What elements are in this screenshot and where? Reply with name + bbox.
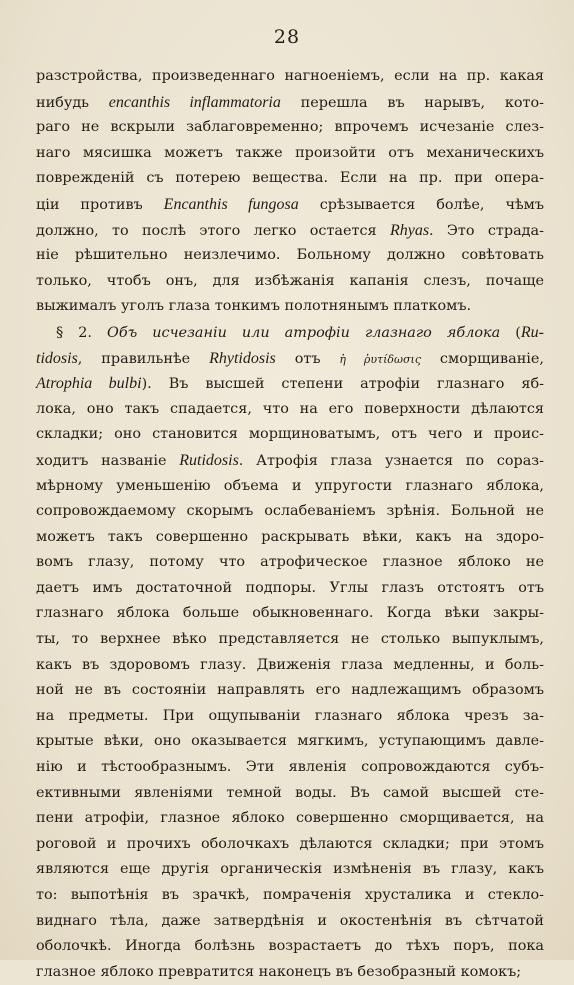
latin-term: Atrophia bulbi xyxy=(36,375,142,393)
text-line xyxy=(36,64,544,90)
text-segment: оболочкѣ. Иногда болѣзнь возрастаетъ до тѣхъ поръ, пока xyxy=(36,938,544,955)
text-line xyxy=(36,397,544,423)
latin-term: Rhytidosis xyxy=(209,349,276,367)
text-line xyxy=(36,627,544,653)
text-segment: , правильнѣе xyxy=(77,350,210,367)
text-line xyxy=(36,218,544,244)
text-segment: пени атрофiи, глазное яблоко совершенно сморщивается, на xyxy=(36,810,544,827)
text-segment: глазнаго яблока больше обыкновеннаго. Когда вѣки закры- xyxy=(36,605,544,622)
text-segment: сморщиванiе, xyxy=(421,350,545,367)
text-segment: ной не въ состоянiи направлять его надлежащимъ образомъ xyxy=(36,682,544,699)
text-segment: ходитъ названiе xyxy=(36,452,180,469)
text-line xyxy=(36,883,544,909)
text-segment: отъ xyxy=(275,350,340,367)
latin-term: Ru- xyxy=(520,323,544,341)
text-segment: поврежденiй съ потерею вещества. Если на пр. при опера- xyxy=(36,170,544,187)
text-segment: нiе рѣшительно неизлечимо. Больному должно совѣтовать xyxy=(36,247,544,264)
body-text xyxy=(36,64,544,985)
text-line xyxy=(36,934,544,960)
text-segment: выжималъ уголъ глаза тонкимъ полотнянымъ платкомъ. xyxy=(36,298,472,315)
text-segment: на предметы. При ощупыванiи глазнаго яблока чрезъ за- xyxy=(36,707,544,724)
text-segment: даетъ имъ достаточной подпоры. Углы глазъ отстоятъ отъ xyxy=(36,579,544,596)
text-segment: только, чтобъ онъ, для избѣжанiя капанiя слезъ, почаще xyxy=(36,272,544,289)
text-line xyxy=(36,909,544,935)
text-line xyxy=(36,141,544,167)
text-line xyxy=(36,704,544,730)
text-line xyxy=(36,294,544,320)
text-segment: должно, то послѣ этого легко остается xyxy=(36,222,390,239)
text-segment: сопровождаемому скорымъ ослабеванiемъ зрѣнiя. Больной не xyxy=(36,503,544,520)
text-line xyxy=(36,320,544,346)
text-line xyxy=(36,678,544,704)
text-line xyxy=(36,576,544,602)
text-segment: то: выпотѣнiя въ зрачкѣ, помраченiя хрусталика и стекло- xyxy=(36,887,544,903)
text-line xyxy=(36,653,544,679)
page-number: 28 xyxy=(273,26,301,48)
text-line xyxy=(36,166,544,192)
text-segment: нiю и тѣстообразнымъ. Эти явленiя сопровождаются субъ- xyxy=(36,759,544,776)
text-segment: глазное яблоко превратится наконецъ въ безобразный комокъ; xyxy=(36,963,522,980)
text-segment: виднаго тѣла, даже затвердѣнiя и окостенѣнiя въ сѣтчатой xyxy=(36,912,544,929)
text-segment: срѣзывается болѣе, чѣмъ xyxy=(298,196,544,213)
text-line xyxy=(36,781,544,807)
text-segment: . Это страда- xyxy=(429,222,544,239)
text-line xyxy=(36,269,544,295)
text-line xyxy=(36,960,544,985)
text-line xyxy=(36,243,544,269)
text-segment: мѣрному уменьшенiю объема и упругости глазнаго яблока, xyxy=(36,477,544,494)
text-line xyxy=(36,371,544,397)
text-segment: нибудь xyxy=(36,94,109,111)
text-line xyxy=(36,550,544,576)
text-segment: складки; оно становится морщиноватымъ, отъ чего и проис- xyxy=(36,426,544,443)
latin-term: Encanthis fungosa xyxy=(163,195,299,213)
text-line xyxy=(36,115,544,141)
text-segment: какъ въ здоровомъ глазу. Движенiя глаза медленны, и боль- xyxy=(36,656,544,673)
latin-term: encanthis inflammatoria xyxy=(108,93,281,111)
text-line xyxy=(36,448,544,474)
text-segment: роговой и прочихъ оболочкахъ дѣлаются складки; при этомъ xyxy=(36,835,544,852)
latin-term: Rutidosis xyxy=(179,451,239,469)
text-line xyxy=(36,832,544,858)
text-line xyxy=(36,601,544,627)
text-segment: разстройства, произведеннаго нагноенiемъ, если на пр. какая xyxy=(36,68,544,84)
text-segment: крытые вѣки, оно оказывается мягкимъ, уступающимъ давле- xyxy=(36,733,544,750)
text-line xyxy=(36,474,544,500)
text-segment: являются еще другiя органическiя измѣненiя въ глазу, какъ xyxy=(36,861,544,878)
text-line xyxy=(36,346,544,372)
text-segment: ективными явленiями темной воды. Въ самой высшей сте- xyxy=(36,784,544,801)
text-line xyxy=(36,857,544,883)
text-segment: ). Въ высшей степени атрофiи глазнаго яб- xyxy=(141,376,545,393)
text-line xyxy=(36,422,544,448)
greek-term: ἡ ῥυτίδωσις xyxy=(339,352,421,366)
text-segment: цiи противъ xyxy=(36,196,164,213)
text-segment: ты, то верхнее вѣко представляется не столько выпуклымъ, xyxy=(36,631,544,648)
text-segment: можетъ такъ совершенно раскрывать вѣки, какъ на здоро- xyxy=(36,528,544,545)
text-line xyxy=(36,729,544,755)
text-segment: вомъ глазу, потому что атрофическое глазное яблоко не xyxy=(36,554,544,571)
text-line xyxy=(36,90,544,116)
text-segment: наго мясишка можетъ также произойти отъ механическихъ xyxy=(36,144,544,161)
latin-term: tidosis xyxy=(36,349,78,367)
text-line xyxy=(36,192,544,218)
text-segment: перешла въ нарывъ, кото- xyxy=(280,94,544,111)
text-segment: ( xyxy=(500,324,521,341)
text-line xyxy=(36,755,544,781)
section-heading: Объ исчезанiи или атрофiи глазнаго яблока xyxy=(107,324,501,341)
text-line xyxy=(36,525,544,551)
latin-term: Rhyas xyxy=(389,221,430,239)
text-line xyxy=(36,499,544,525)
text-segment: раго не вскрыли заблаговременно; впрочемъ исчезанiе слез- xyxy=(36,119,544,136)
text-segment: лока, оно такъ спадается, что на его поверхности дѣлаются xyxy=(36,400,544,417)
text-segment: . Атрофiя глаза узнается по сораз- xyxy=(238,452,544,469)
text-line xyxy=(36,806,544,832)
text-segment: § 2. xyxy=(56,324,108,341)
